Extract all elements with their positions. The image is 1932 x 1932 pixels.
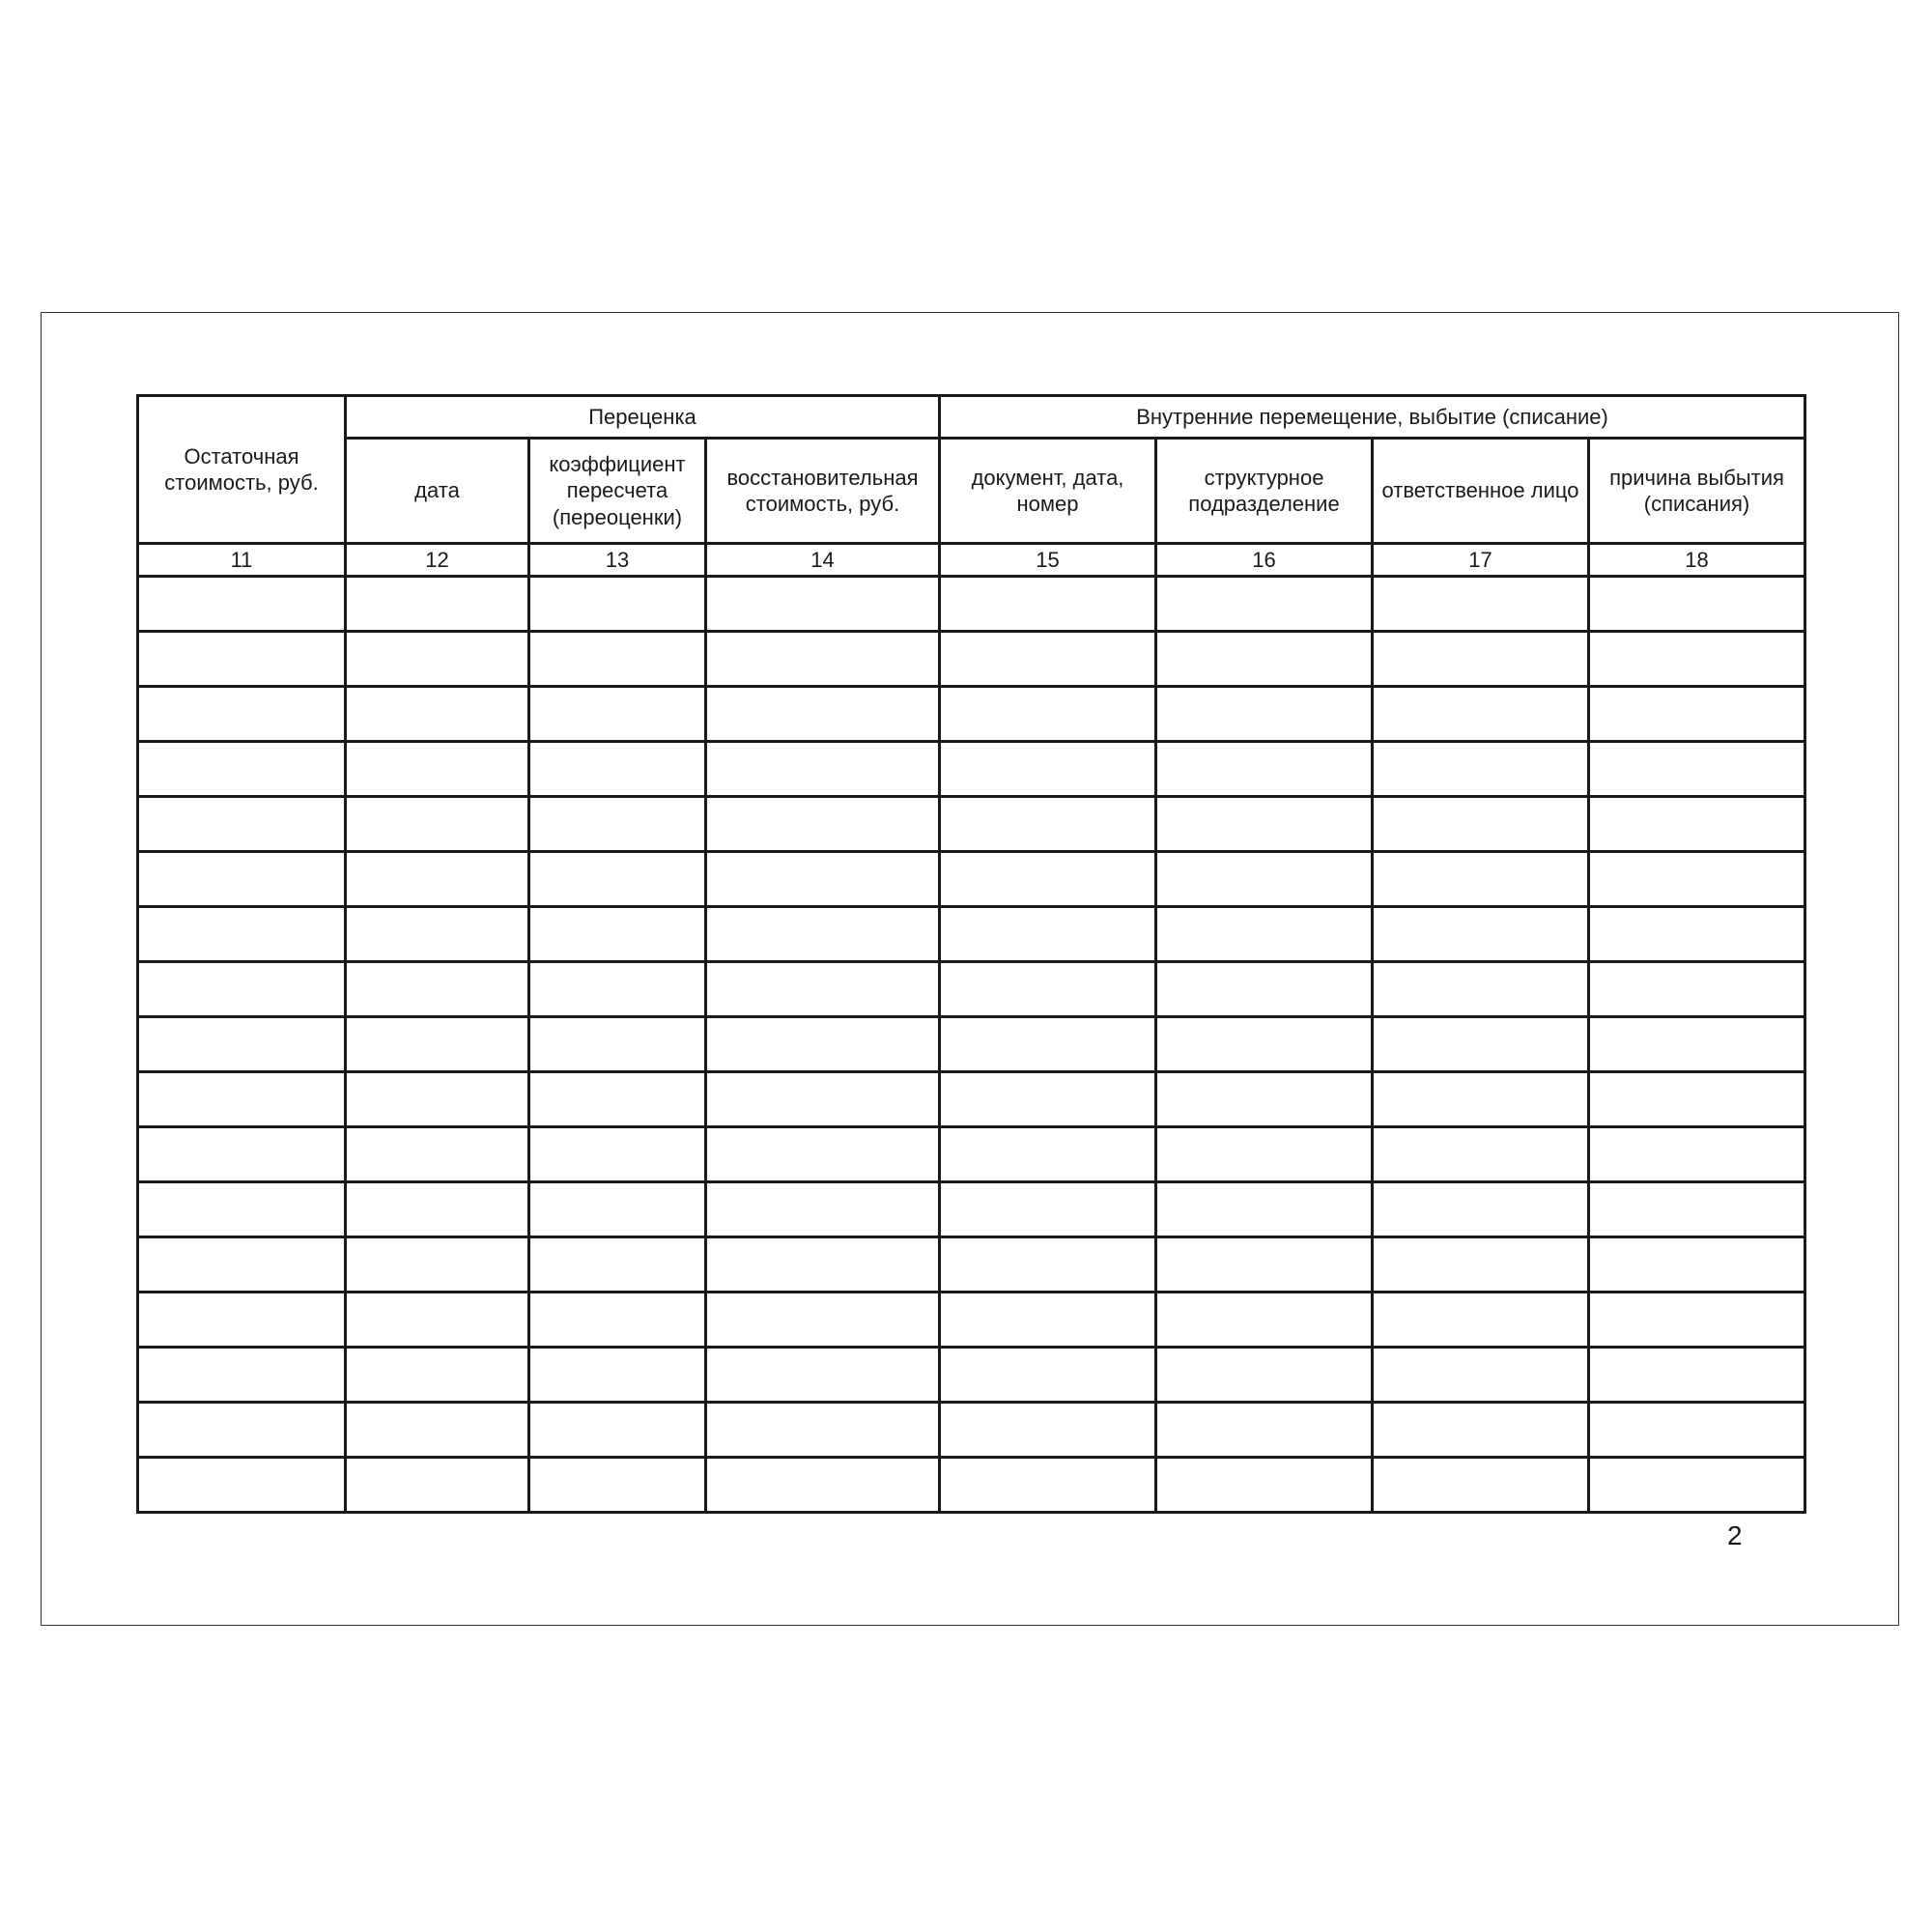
table-cell bbox=[138, 1237, 346, 1293]
table-cell bbox=[529, 852, 706, 907]
table-cell bbox=[940, 962, 1156, 1017]
header-responsible-person: ответственное лицо bbox=[1373, 439, 1589, 544]
table-cell bbox=[1373, 852, 1589, 907]
table-cell bbox=[1156, 632, 1373, 687]
table-cell bbox=[138, 1348, 346, 1403]
table-cell bbox=[529, 1072, 706, 1127]
table-row bbox=[138, 742, 1805, 797]
table-cell bbox=[1373, 687, 1589, 742]
table-cell bbox=[346, 1237, 529, 1293]
table-cell bbox=[1589, 852, 1805, 907]
column-number: 13 bbox=[529, 544, 706, 577]
table-cell bbox=[1373, 1293, 1589, 1348]
table-cell bbox=[1373, 1072, 1589, 1127]
table-cell bbox=[940, 687, 1156, 742]
table-cell bbox=[940, 632, 1156, 687]
table-cell bbox=[1589, 1072, 1805, 1127]
table-row bbox=[138, 1182, 1805, 1237]
table-cell bbox=[1589, 687, 1805, 742]
table-row bbox=[138, 632, 1805, 687]
column-number: 15 bbox=[940, 544, 1156, 577]
table-cell bbox=[1156, 577, 1373, 632]
table-cell bbox=[1156, 797, 1373, 852]
table-cell bbox=[346, 742, 529, 797]
table-cell bbox=[529, 577, 706, 632]
table-cell bbox=[940, 1458, 1156, 1513]
column-number: 12 bbox=[346, 544, 529, 577]
table-cell bbox=[346, 1293, 529, 1348]
table-cell bbox=[1156, 907, 1373, 962]
table-cell bbox=[1156, 1403, 1373, 1458]
table-row bbox=[138, 1403, 1805, 1458]
table-cell bbox=[529, 907, 706, 962]
table-cell bbox=[1156, 1348, 1373, 1403]
table-cell bbox=[1589, 632, 1805, 687]
header-disposal-reason: причина выбытия (списания) bbox=[1589, 439, 1805, 544]
table-cell bbox=[940, 907, 1156, 962]
table-cell bbox=[940, 1293, 1156, 1348]
table-cell bbox=[529, 1017, 706, 1072]
table-cell bbox=[1373, 577, 1589, 632]
table-cell bbox=[138, 687, 346, 742]
table-cell bbox=[1156, 1127, 1373, 1182]
table-cell bbox=[346, 1458, 529, 1513]
table-cell bbox=[138, 852, 346, 907]
header-residual-value: Остаточная стоимость, руб. bbox=[138, 396, 346, 544]
column-number-row bbox=[138, 544, 1805, 577]
table-cell bbox=[529, 1348, 706, 1403]
table-cell bbox=[706, 742, 940, 797]
header-group-revaluation: Переценка bbox=[346, 396, 940, 439]
table-cell bbox=[706, 1403, 940, 1458]
table-cell bbox=[138, 1017, 346, 1072]
table-cell bbox=[1589, 1127, 1805, 1182]
table-cell bbox=[346, 577, 529, 632]
table-cell bbox=[138, 577, 346, 632]
table-cell bbox=[706, 852, 940, 907]
table-row bbox=[138, 907, 1805, 962]
table-cell bbox=[1589, 577, 1805, 632]
header-document: документ, дата, номер bbox=[940, 439, 1156, 544]
table-cell bbox=[1589, 962, 1805, 1017]
table-row bbox=[138, 1072, 1805, 1127]
table-cell bbox=[138, 797, 346, 852]
table-cell bbox=[1156, 1458, 1373, 1513]
table-cell bbox=[706, 1182, 940, 1237]
table-cell bbox=[1589, 1293, 1805, 1348]
table-cell bbox=[529, 687, 706, 742]
table-cell bbox=[1156, 1182, 1373, 1237]
table-cell bbox=[1589, 742, 1805, 797]
table-cell bbox=[706, 577, 940, 632]
table-cell bbox=[940, 797, 1156, 852]
table-cell bbox=[940, 1072, 1156, 1127]
table-cell bbox=[346, 632, 529, 687]
table-cell bbox=[529, 1458, 706, 1513]
table-cell bbox=[706, 1127, 940, 1182]
table-cell bbox=[138, 1127, 346, 1182]
table-cell bbox=[1156, 962, 1373, 1017]
table-cell bbox=[1156, 1072, 1373, 1127]
table-cell bbox=[706, 907, 940, 962]
table-cell bbox=[1156, 852, 1373, 907]
table-cell bbox=[1589, 1237, 1805, 1293]
table-cell bbox=[1373, 1182, 1589, 1237]
table-cell bbox=[940, 1348, 1156, 1403]
table-cell bbox=[1156, 742, 1373, 797]
table-cell bbox=[1589, 907, 1805, 962]
table-cell bbox=[138, 1458, 346, 1513]
column-number: 16 bbox=[1156, 544, 1373, 577]
table-cell bbox=[940, 1127, 1156, 1182]
table-cell bbox=[1156, 1017, 1373, 1072]
table-cell bbox=[1373, 1348, 1589, 1403]
table-row bbox=[138, 852, 1805, 907]
table-cell bbox=[1156, 687, 1373, 742]
table-cell bbox=[138, 632, 346, 687]
table-cell bbox=[138, 907, 346, 962]
table-cell bbox=[1373, 1127, 1589, 1182]
table-cell bbox=[346, 1348, 529, 1403]
table-cell bbox=[346, 1017, 529, 1072]
table-cell bbox=[138, 1182, 346, 1237]
page-number: 2 bbox=[1727, 1520, 1743, 1550]
table-row bbox=[138, 1127, 1805, 1182]
table-cell bbox=[529, 742, 706, 797]
header-row-groups bbox=[138, 396, 1805, 439]
table-cell bbox=[940, 1017, 1156, 1072]
table-cell bbox=[1589, 797, 1805, 852]
table-cell bbox=[138, 962, 346, 1017]
header-group-movement: Внутренние перемещение, выбытие (списание) bbox=[940, 396, 1805, 439]
table-cell bbox=[529, 797, 706, 852]
table-cell bbox=[138, 1072, 346, 1127]
table-row bbox=[138, 1348, 1805, 1403]
table-cell bbox=[1156, 1237, 1373, 1293]
table-cell bbox=[346, 1403, 529, 1458]
table-cell bbox=[940, 577, 1156, 632]
table-cell bbox=[529, 962, 706, 1017]
table-cell bbox=[706, 1237, 940, 1293]
table-cell bbox=[529, 1403, 706, 1458]
table-cell bbox=[706, 962, 940, 1017]
table-cell bbox=[940, 1403, 1156, 1458]
table-cell bbox=[706, 1017, 940, 1072]
table-cell bbox=[1373, 1403, 1589, 1458]
header-restoration-value: восстановительная стоимость, руб. bbox=[706, 439, 940, 544]
table-cell bbox=[1373, 907, 1589, 962]
table-cell bbox=[706, 1072, 940, 1127]
table-cell bbox=[1156, 1293, 1373, 1348]
table-cell bbox=[940, 852, 1156, 907]
table-cell bbox=[1373, 962, 1589, 1017]
table-cell bbox=[1589, 1182, 1805, 1237]
table-cell bbox=[940, 1182, 1156, 1237]
table-row bbox=[138, 962, 1805, 1017]
header-date: дата bbox=[346, 439, 529, 544]
table-cell bbox=[1373, 632, 1589, 687]
table-row bbox=[138, 1458, 1805, 1513]
table-cell bbox=[1373, 1237, 1589, 1293]
column-number: 11 bbox=[138, 544, 346, 577]
table-cell bbox=[1373, 1458, 1589, 1513]
table-cell bbox=[346, 852, 529, 907]
table-cell bbox=[1589, 1348, 1805, 1403]
table-cell bbox=[346, 1072, 529, 1127]
table-row bbox=[138, 1017, 1805, 1072]
table-cell bbox=[1589, 1017, 1805, 1072]
column-number: 18 bbox=[1589, 544, 1805, 577]
column-number: 14 bbox=[706, 544, 940, 577]
column-number: 17 bbox=[1373, 544, 1589, 577]
table-cell bbox=[138, 1403, 346, 1458]
table-cell bbox=[1373, 797, 1589, 852]
table-cell bbox=[1373, 1017, 1589, 1072]
table-cell bbox=[940, 742, 1156, 797]
table-cell bbox=[706, 1458, 940, 1513]
table-cell bbox=[529, 1293, 706, 1348]
table-row bbox=[138, 1237, 1805, 1293]
table-cell bbox=[346, 1182, 529, 1237]
table-cell bbox=[1373, 742, 1589, 797]
table-cell bbox=[346, 962, 529, 1017]
table-cell bbox=[706, 797, 940, 852]
table-body bbox=[138, 577, 1805, 1513]
table-cell bbox=[346, 687, 529, 742]
table-cell bbox=[1589, 1403, 1805, 1458]
table-cell bbox=[706, 1293, 940, 1348]
table-cell bbox=[706, 632, 940, 687]
table-cell bbox=[529, 1182, 706, 1237]
header-coefficient: коэффициент пересчета (переоценки) bbox=[529, 439, 706, 544]
table-row bbox=[138, 797, 1805, 852]
table-cell bbox=[940, 1237, 1156, 1293]
header-subdivision: структурное подразделение bbox=[1156, 439, 1373, 544]
table-cell bbox=[138, 742, 346, 797]
table-cell bbox=[346, 907, 529, 962]
table-cell bbox=[346, 1127, 529, 1182]
table-cell bbox=[346, 797, 529, 852]
table-cell bbox=[1589, 1458, 1805, 1513]
header-row-subheaders bbox=[138, 439, 1805, 544]
register-table bbox=[136, 394, 1806, 1514]
table-row bbox=[138, 1293, 1805, 1348]
table-cell bbox=[529, 632, 706, 687]
table-row bbox=[138, 577, 1805, 632]
table-cell bbox=[706, 1348, 940, 1403]
table-cell bbox=[706, 687, 940, 742]
table-row bbox=[138, 687, 1805, 742]
table-cell bbox=[529, 1237, 706, 1293]
table-cell bbox=[138, 1293, 346, 1348]
table-cell bbox=[529, 1127, 706, 1182]
